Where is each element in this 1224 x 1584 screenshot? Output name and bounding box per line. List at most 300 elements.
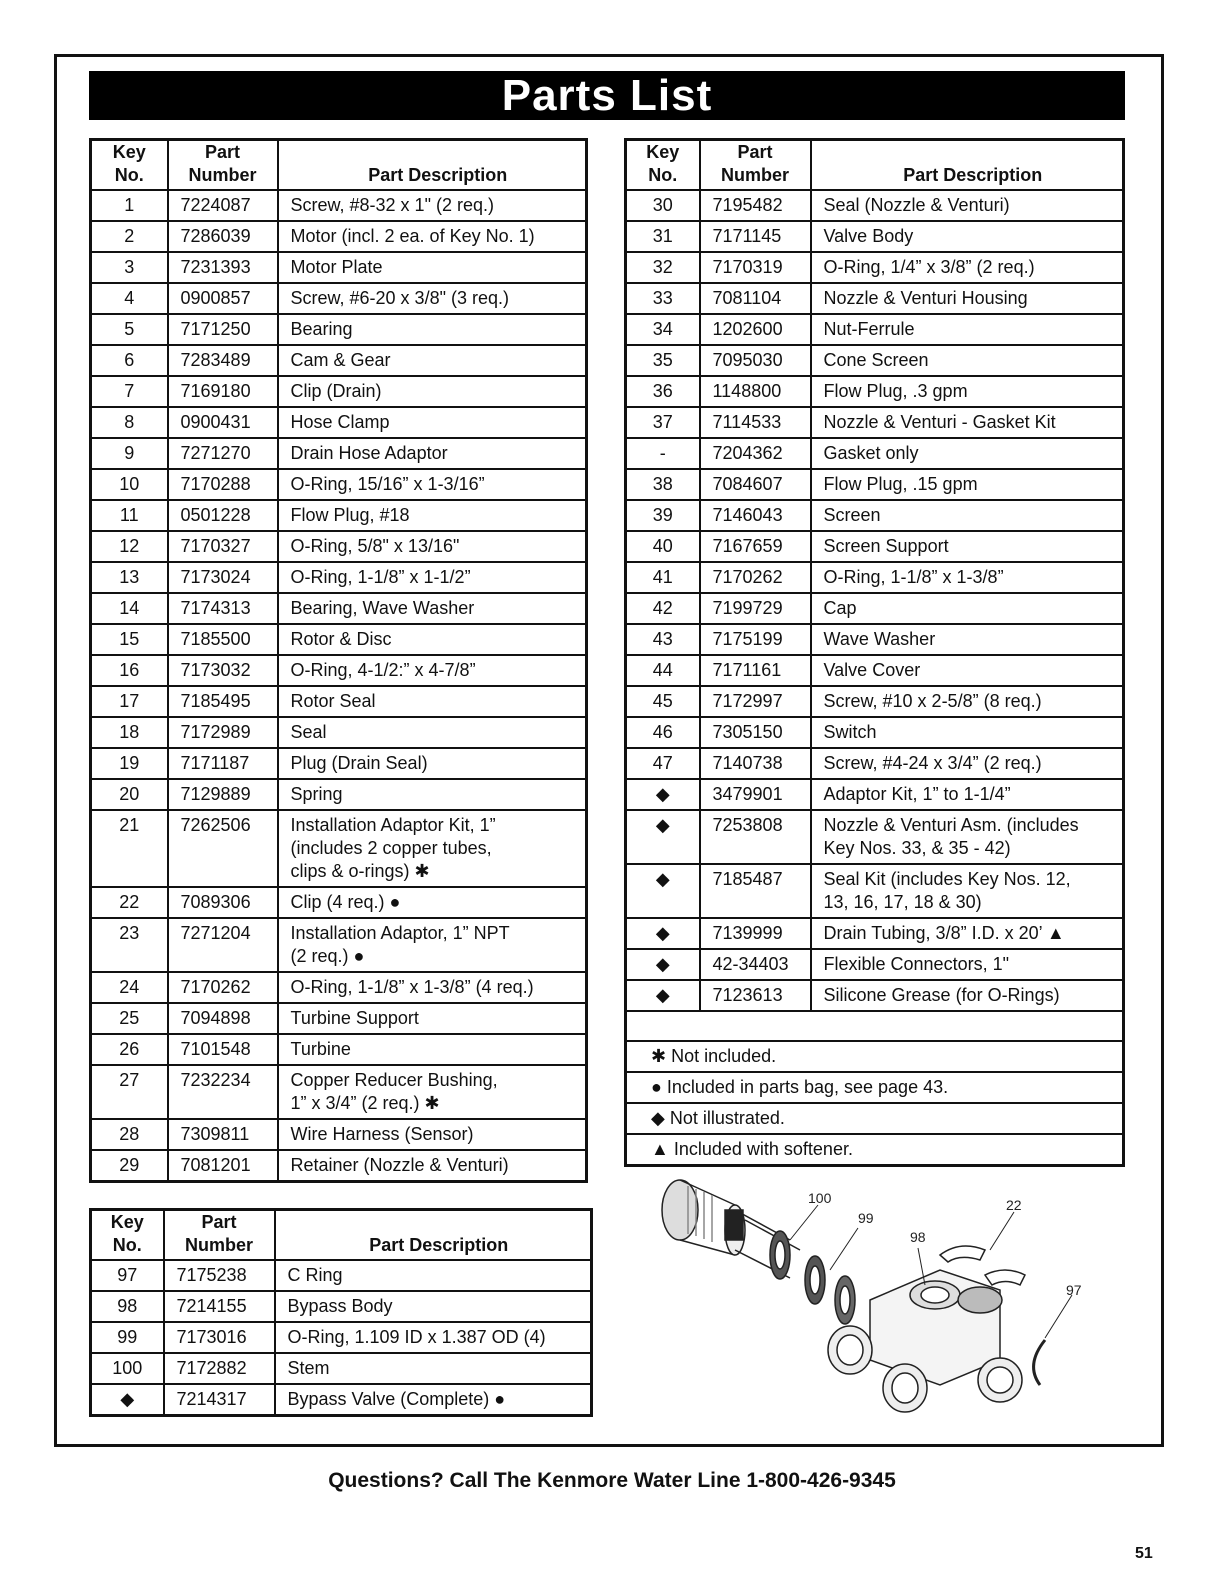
header-description: Part Description xyxy=(275,1210,592,1261)
part-description xyxy=(811,190,1124,221)
description-line: Turbine xyxy=(290,1039,351,1059)
part-number: 7232234 xyxy=(168,1065,278,1119)
part-number: 3479901 xyxy=(700,779,811,810)
part-number: 7271204 xyxy=(168,918,278,972)
part-description xyxy=(811,345,1124,376)
description-line: O-Ring, 1-1/8” x 1-3/8” xyxy=(823,567,1004,587)
key-number: 31 xyxy=(626,221,700,252)
description-line: 1” x 3/4” (2 req.) ✱ xyxy=(290,1093,440,1113)
part-description xyxy=(278,624,587,655)
part-number: 0900857 xyxy=(168,283,278,314)
part-description xyxy=(811,810,1124,864)
table-row xyxy=(626,314,1124,345)
description-line: Flow Plug, #18 xyxy=(290,505,410,525)
description-line: Bearing xyxy=(290,319,353,339)
part-description xyxy=(278,748,587,779)
part-number: 7095030 xyxy=(700,345,811,376)
key-number: 99 xyxy=(91,1322,164,1353)
key-number: 15 xyxy=(91,624,168,655)
part-number: 7081201 xyxy=(168,1150,278,1182)
description-line: Key Nos. 33, & 35 - 42) xyxy=(823,838,1011,858)
key-number: 28 xyxy=(91,1119,168,1150)
parts-table-left xyxy=(89,138,588,1183)
part-number: 7175199 xyxy=(700,624,811,655)
part-description xyxy=(811,624,1124,655)
part-number: 7204362 xyxy=(700,438,811,469)
callout-99: 99 xyxy=(858,1210,874,1226)
key-number: 19 xyxy=(91,748,168,779)
description-line: Wire Harness (Sensor) xyxy=(290,1124,474,1144)
description-line: 13, 16, 17, 18 & 30) xyxy=(823,892,982,912)
part-description xyxy=(811,500,1124,531)
part-description xyxy=(811,314,1124,345)
part-number: 7170262 xyxy=(700,562,811,593)
description-line: Nozzle & Venturi - Gasket Kit xyxy=(823,412,1056,432)
key-number: 24 xyxy=(91,972,168,1003)
key-number: 100 xyxy=(91,1353,164,1384)
part-description xyxy=(811,949,1124,980)
part-description xyxy=(275,1384,592,1416)
part-description xyxy=(811,655,1124,686)
table-row xyxy=(626,686,1124,717)
table-row xyxy=(91,810,587,887)
table-row xyxy=(91,1034,587,1065)
table-row xyxy=(91,972,587,1003)
key-number: 43 xyxy=(626,624,700,655)
part-description xyxy=(278,283,587,314)
key-number: ◆ xyxy=(626,810,700,864)
part-description xyxy=(278,221,587,252)
part-description xyxy=(811,980,1124,1011)
legend-item: ✱ Not included. xyxy=(626,1041,1124,1072)
part-number: 7129889 xyxy=(168,779,278,810)
part-description xyxy=(278,376,587,407)
key-number: 27 xyxy=(91,1065,168,1119)
description-line: (includes 2 copper tubes, xyxy=(290,838,492,858)
key-number: 26 xyxy=(91,1034,168,1065)
table-row xyxy=(626,655,1124,686)
description-line: C Ring xyxy=(287,1265,343,1285)
key-number: 6 xyxy=(91,345,168,376)
part-description xyxy=(278,469,587,500)
table-row xyxy=(626,500,1124,531)
part-description xyxy=(278,1003,587,1034)
description-line: Motor (incl. 2 ea. of Key No. 1) xyxy=(290,226,535,246)
key-number: 97 xyxy=(91,1260,164,1291)
key-number: 35 xyxy=(626,345,700,376)
key-number: 45 xyxy=(626,686,700,717)
part-description xyxy=(278,190,587,221)
callout-98: 98 xyxy=(910,1229,926,1245)
table-row xyxy=(626,717,1124,748)
part-description xyxy=(811,593,1124,624)
description-line: Motor Plate xyxy=(290,257,383,277)
description-line: Installation Adaptor, 1” NPT xyxy=(290,923,510,943)
description-line: Cap xyxy=(823,598,857,618)
table-row xyxy=(91,407,587,438)
part-description xyxy=(278,810,587,887)
callout-97: 97 xyxy=(1066,1282,1082,1298)
description-line: Seal (Nozzle & Venturi) xyxy=(823,195,1010,215)
description-line: Flow Plug, .3 gpm xyxy=(823,381,968,401)
part-description xyxy=(811,562,1124,593)
part-number: 7170262 xyxy=(168,972,278,1003)
description-line: Rotor & Disc xyxy=(290,629,392,649)
part-number: 7146043 xyxy=(700,500,811,531)
key-number: 34 xyxy=(626,314,700,345)
description-line: Rotor Seal xyxy=(290,691,376,711)
table-row xyxy=(626,949,1124,980)
key-number: 30 xyxy=(626,190,700,221)
table-row xyxy=(91,190,587,221)
header-part-number: Part Number xyxy=(700,140,811,191)
table-row xyxy=(626,221,1124,252)
header-part-number: Part Number xyxy=(164,1210,275,1261)
description-line: Wave Washer xyxy=(823,629,936,649)
description-line: O-Ring, 4-1/2:” x 4-7/8” xyxy=(290,660,476,680)
part-number: 7283489 xyxy=(168,345,278,376)
part-description xyxy=(278,531,587,562)
table-header xyxy=(91,140,587,191)
key-number: 39 xyxy=(626,500,700,531)
part-number: 0900431 xyxy=(168,407,278,438)
key-number: 42 xyxy=(626,593,700,624)
table-row xyxy=(91,748,587,779)
description-line: Screen Support xyxy=(823,536,949,556)
part-number: 1202600 xyxy=(700,314,811,345)
table-row xyxy=(626,283,1124,314)
description-line: Nozzle & Venturi Housing xyxy=(823,288,1028,308)
table-row xyxy=(91,918,587,972)
part-number: 7262506 xyxy=(168,810,278,887)
description-line: Seal xyxy=(290,722,327,742)
table-row xyxy=(91,500,587,531)
parts-table-bypass xyxy=(89,1208,593,1417)
table-row xyxy=(91,1260,592,1291)
key-number: 16 xyxy=(91,655,168,686)
key-number: 32 xyxy=(626,252,700,283)
key-number: ◆ xyxy=(626,918,700,949)
table-row xyxy=(91,1384,592,1416)
key-number: 44 xyxy=(626,655,700,686)
table-row xyxy=(91,469,587,500)
part-description xyxy=(278,407,587,438)
description-line: Hose Clamp xyxy=(290,412,390,432)
table-row xyxy=(626,531,1124,562)
header-description: Part Description xyxy=(278,140,587,191)
key-number: 4 xyxy=(91,283,168,314)
description-line: Bypass Body xyxy=(287,1296,393,1316)
part-number: 7286039 xyxy=(168,221,278,252)
part-number: 7214317 xyxy=(164,1384,275,1416)
description-line: Cam & Gear xyxy=(290,350,391,370)
part-description xyxy=(278,438,587,469)
description-line: Silicone Grease (for O-Rings) xyxy=(823,985,1060,1005)
description-line: Adaptor Kit, 1” to 1-1/4” xyxy=(823,784,1011,804)
key-number: 40 xyxy=(626,531,700,562)
key-number: 46 xyxy=(626,717,700,748)
part-number: 7309811 xyxy=(168,1119,278,1150)
part-description xyxy=(811,221,1124,252)
table-row xyxy=(91,624,587,655)
part-number: 7271270 xyxy=(168,438,278,469)
part-number: 7305150 xyxy=(700,717,811,748)
part-number: 7170327 xyxy=(168,531,278,562)
part-description xyxy=(811,252,1124,283)
description-line: Valve Cover xyxy=(823,660,921,680)
part-number: 7123613 xyxy=(700,980,811,1011)
table-row xyxy=(626,562,1124,593)
part-number: 7169180 xyxy=(168,376,278,407)
part-number: 1148800 xyxy=(700,376,811,407)
part-number: 7199729 xyxy=(700,593,811,624)
part-number: 7089306 xyxy=(168,887,278,918)
part-description xyxy=(811,469,1124,500)
table-row xyxy=(626,980,1124,1011)
table-row xyxy=(91,531,587,562)
description-line: O-Ring, 5/8" x 13/16" xyxy=(290,536,460,556)
part-number: 42-34403 xyxy=(700,949,811,980)
part-number: 7171187 xyxy=(168,748,278,779)
header-key: Key No. xyxy=(626,140,700,191)
table-row xyxy=(626,624,1124,655)
key-number: 98 xyxy=(91,1291,164,1322)
part-description xyxy=(278,655,587,686)
key-number: 22 xyxy=(91,887,168,918)
part-number: 7231393 xyxy=(168,252,278,283)
part-number: 7084607 xyxy=(700,469,811,500)
table-row xyxy=(91,686,587,717)
part-number: 7173016 xyxy=(164,1322,275,1353)
header-key: Key No. xyxy=(91,1210,164,1261)
part-description xyxy=(811,686,1124,717)
key-number: 1 xyxy=(91,190,168,221)
description-line: Spring xyxy=(290,784,343,804)
part-description xyxy=(278,918,587,972)
part-description xyxy=(275,1291,592,1322)
part-number: 0501228 xyxy=(168,500,278,531)
part-number: 7170288 xyxy=(168,469,278,500)
description-line: Cone Screen xyxy=(823,350,929,370)
key-number: 36 xyxy=(626,376,700,407)
part-number: 7175238 xyxy=(164,1260,275,1291)
part-description xyxy=(811,283,1124,314)
description-line: Valve Body xyxy=(823,226,914,246)
description-line: Screen xyxy=(823,505,881,525)
table-row xyxy=(626,376,1124,407)
part-description xyxy=(278,779,587,810)
part-description xyxy=(278,1150,587,1182)
part-description xyxy=(278,314,587,345)
description-line: Screw, #8-32 x 1" (2 req.) xyxy=(290,195,494,215)
table-row xyxy=(626,918,1124,949)
part-description xyxy=(278,500,587,531)
part-description xyxy=(278,252,587,283)
key-number: 37 xyxy=(626,407,700,438)
part-description xyxy=(811,376,1124,407)
part-number: 7170319 xyxy=(700,252,811,283)
part-number: 7114533 xyxy=(700,407,811,438)
part-description xyxy=(278,1065,587,1119)
page-number: 51 xyxy=(1135,1545,1153,1562)
part-number: 7185495 xyxy=(168,686,278,717)
description-line: O-Ring, 15/16” x 1-3/16” xyxy=(290,474,485,494)
table-row xyxy=(626,593,1124,624)
part-description xyxy=(278,972,587,1003)
key-number: 47 xyxy=(626,748,700,779)
part-number: 7172989 xyxy=(168,717,278,748)
part-description xyxy=(278,593,587,624)
part-number: 7101548 xyxy=(168,1034,278,1065)
key-number: 14 xyxy=(91,593,168,624)
part-number: 7195482 xyxy=(700,190,811,221)
part-description xyxy=(278,717,587,748)
description-line: Stem xyxy=(287,1358,330,1378)
table-row xyxy=(91,1353,592,1384)
description-line: Retainer (Nozzle & Venturi) xyxy=(290,1155,509,1175)
bypass-valve-diagram xyxy=(640,1170,1110,1420)
key-number: - xyxy=(626,438,700,469)
key-number: 29 xyxy=(91,1150,168,1182)
part-number: 7171250 xyxy=(168,314,278,345)
key-number: ◆ xyxy=(626,779,700,810)
key-number: 8 xyxy=(91,407,168,438)
table-row xyxy=(91,1003,587,1034)
part-description xyxy=(811,918,1124,949)
description-line: clips & o-rings) ✱ xyxy=(290,861,430,881)
parts-table-right xyxy=(624,138,1125,1167)
table-row xyxy=(626,864,1124,918)
header-description: Part Description xyxy=(811,140,1124,191)
table-row xyxy=(626,407,1124,438)
part-description xyxy=(278,345,587,376)
description-line: (2 req.) ● xyxy=(290,946,365,966)
description-line: Turbine Support xyxy=(290,1008,419,1028)
legend-spacer xyxy=(626,1011,1124,1041)
part-description xyxy=(811,438,1124,469)
description-line: Gasket only xyxy=(823,443,919,463)
description-line: Copper Reducer Bushing, xyxy=(290,1070,498,1090)
part-number: 7224087 xyxy=(168,190,278,221)
legend-item: ◆ Not illustrated. xyxy=(626,1103,1124,1134)
table-row xyxy=(626,190,1124,221)
part-description xyxy=(278,1119,587,1150)
key-number: ◆ xyxy=(626,949,700,980)
table-row xyxy=(91,593,587,624)
callout-22: 22 xyxy=(1006,1197,1022,1213)
key-number: 5 xyxy=(91,314,168,345)
table-row xyxy=(91,252,587,283)
part-description xyxy=(275,1322,592,1353)
key-number: 33 xyxy=(626,283,700,314)
part-description xyxy=(275,1260,592,1291)
description-line: Screw, #4-24 x 3/4” (2 req.) xyxy=(823,753,1042,773)
description-line: Seal Kit (includes Key Nos. 12, xyxy=(823,869,1071,889)
table-row xyxy=(91,655,587,686)
key-number: ◆ xyxy=(626,980,700,1011)
footer-contact: Questions? Call The Kenmore Water Line 1-800-426-9345 xyxy=(328,1469,896,1492)
table-row xyxy=(91,345,587,376)
description-line: O-Ring, 1.109 ID x 1.387 OD (4) xyxy=(287,1327,546,1347)
table-row xyxy=(91,1065,587,1119)
table-row xyxy=(91,887,587,918)
key-number: 9 xyxy=(91,438,168,469)
description-line: Bypass Valve (Complete) ● xyxy=(287,1389,506,1409)
table-row xyxy=(626,748,1124,779)
table-row xyxy=(91,717,587,748)
part-number: 7171161 xyxy=(700,655,811,686)
key-number: 7 xyxy=(91,376,168,407)
legend-item: ● Included in parts bag, see page 43. xyxy=(626,1072,1124,1103)
key-number: 20 xyxy=(91,779,168,810)
part-number: 7174313 xyxy=(168,593,278,624)
table-row xyxy=(91,562,587,593)
callout-100: 100 xyxy=(808,1190,832,1206)
description-line: Nut-Ferrule xyxy=(823,319,915,339)
key-number: 21 xyxy=(91,810,168,887)
header-key: Key No. xyxy=(91,140,168,191)
table-row xyxy=(91,1119,587,1150)
part-description xyxy=(811,748,1124,779)
key-number: 18 xyxy=(91,717,168,748)
part-description xyxy=(811,864,1124,918)
part-description xyxy=(811,717,1124,748)
table-row xyxy=(91,283,587,314)
table-row xyxy=(626,438,1124,469)
description-line: Screw, #6-20 x 3/8" (3 req.) xyxy=(290,288,509,308)
key-number: ◆ xyxy=(91,1384,164,1416)
description-line: Drain Tubing, 3/8” I.D. x 20’ ▲ xyxy=(823,923,1065,943)
key-number: 10 xyxy=(91,469,168,500)
part-number: 7140738 xyxy=(700,748,811,779)
table-row xyxy=(626,810,1124,864)
description-line: O-Ring, 1-1/8” x 1-1/2” xyxy=(290,567,471,587)
key-number: 41 xyxy=(626,562,700,593)
part-number: 7171145 xyxy=(700,221,811,252)
table-row xyxy=(91,376,587,407)
part-number: 7172882 xyxy=(164,1353,275,1384)
part-description xyxy=(275,1353,592,1384)
part-description xyxy=(811,779,1124,810)
table-row xyxy=(91,438,587,469)
description-line: Installation Adaptor Kit, 1” xyxy=(290,815,496,835)
part-number: 7214155 xyxy=(164,1291,275,1322)
table-row xyxy=(91,779,587,810)
key-number: ◆ xyxy=(626,864,700,918)
key-number: 11 xyxy=(91,500,168,531)
table-row xyxy=(91,1322,592,1353)
part-number: 7094898 xyxy=(168,1003,278,1034)
table-row xyxy=(626,345,1124,376)
part-number: 7173032 xyxy=(168,655,278,686)
key-number: 25 xyxy=(91,1003,168,1034)
header-part-number: Part Number xyxy=(168,140,278,191)
table-row xyxy=(626,469,1124,500)
legend-item: ▲ Included with softener. xyxy=(626,1134,1124,1166)
description-line: Drain Hose Adaptor xyxy=(290,443,448,463)
table-row xyxy=(91,1291,592,1322)
key-number: 13 xyxy=(91,562,168,593)
description-line: Screw, #10 x 2-5/8” (8 req.) xyxy=(823,691,1042,711)
key-number: 3 xyxy=(91,252,168,283)
description-line: Switch xyxy=(823,722,877,742)
description-line: Nozzle & Venturi Asm. (includes xyxy=(823,815,1079,835)
description-line: Flow Plug, .15 gpm xyxy=(823,474,978,494)
table-row xyxy=(626,779,1124,810)
key-number: 23 xyxy=(91,918,168,972)
part-number: 7139999 xyxy=(700,918,811,949)
description-line: O-Ring, 1/4” x 3/8” (2 req.) xyxy=(823,257,1035,277)
